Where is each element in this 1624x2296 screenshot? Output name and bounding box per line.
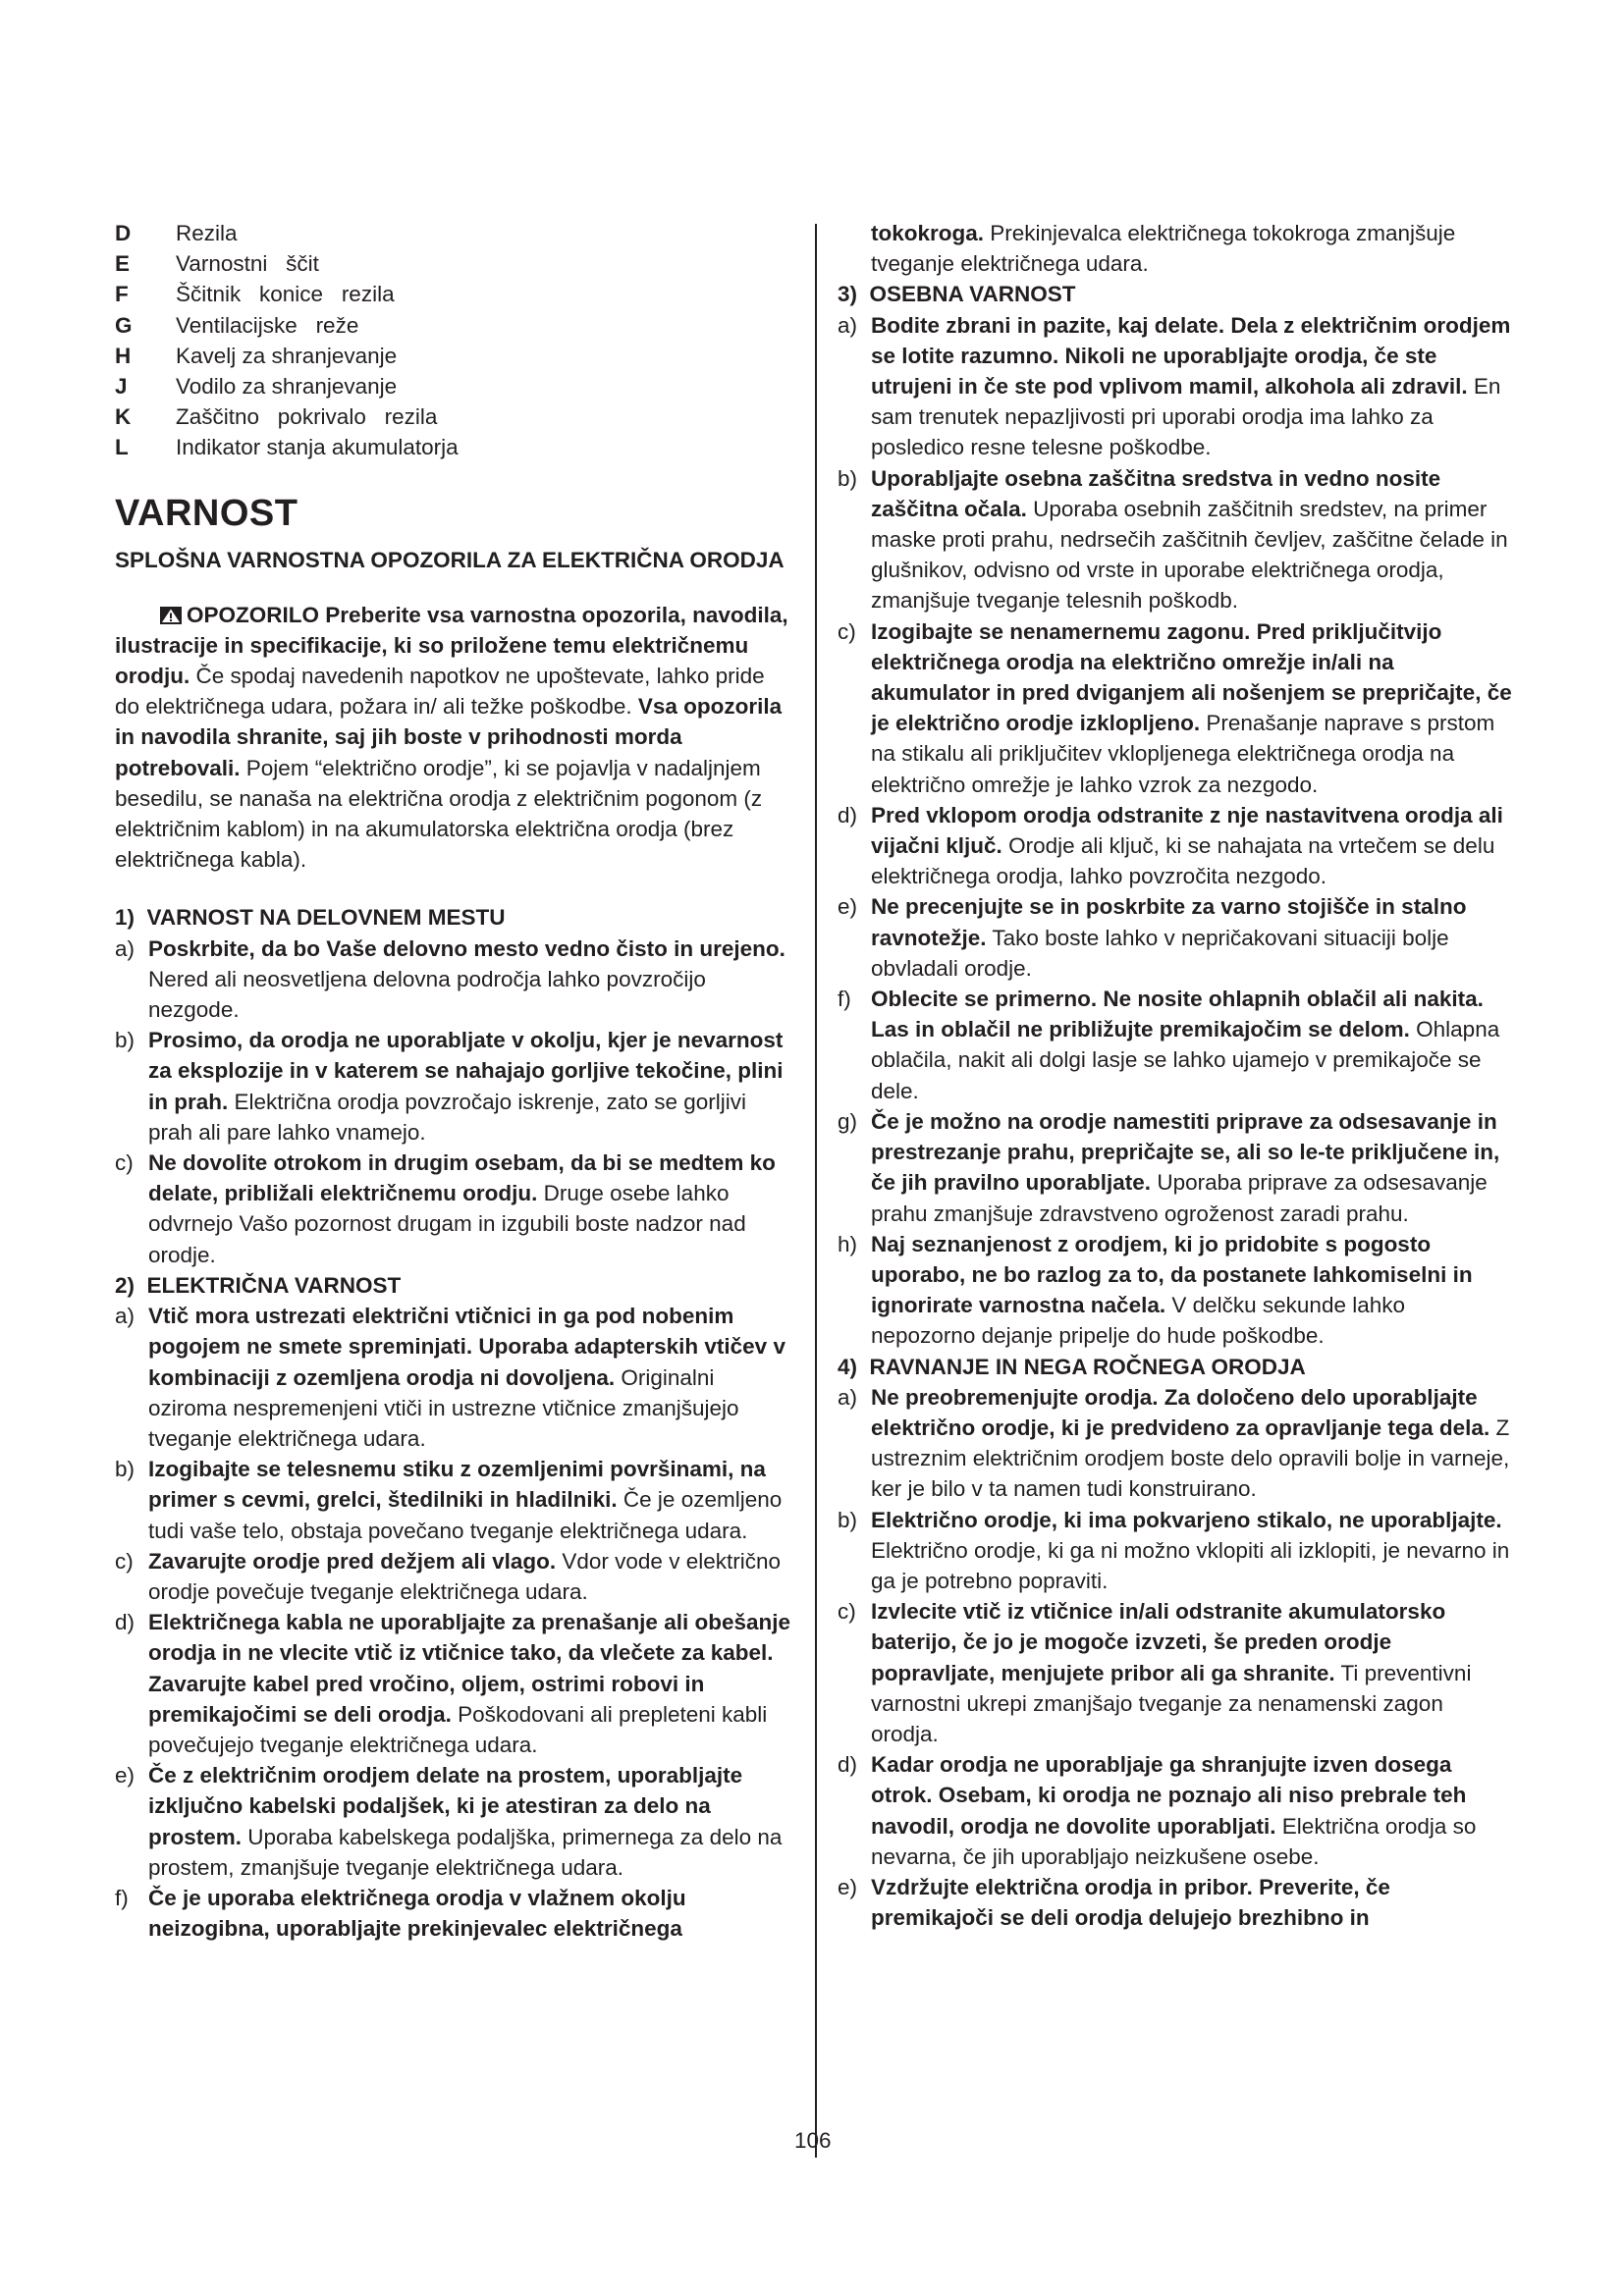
item-lead: Bodite zbrani in pazite, kaj delate. Dela z električnim orodjem se lotite razumno. Nikoli ne uporabljajte orodja, če ste utrujeni in če ste pod vplivom mamil, alkohola ali zdravil. [871, 312, 1511, 400]
item-lead: Če je možno na orodje namestiti priprave za odsesavanje in prestrezanje prahu, prepričajte se, ali so le-te priključene in, če jih pravilno uporabljate. [871, 1108, 1500, 1196]
legend-key: J [115, 374, 128, 400]
legend-key: H [115, 343, 132, 368]
list-item [838, 984, 1515, 1106]
item-lead: Prosimo, da orodja ne uporabljate v okolju, kjer je nevarnost za eksplozije in v katerem se nahajajo gorljive tekočine, plini in prah. [148, 1028, 784, 1114]
legend-item [115, 310, 792, 341]
item-lead: Ne dovolite otrokom in drugim osebam, da bi se medtem ko delate, približali električnemu orodju. [148, 1150, 776, 1206]
item-text: Ti preventivni varnostni ukrepi zmanjšajo tveganje za nenamenski zagon orodja. [871, 1660, 1472, 1746]
list-item [115, 1454, 792, 1546]
item-lead: Ne precenjujte se in poskrbite za varno stojišče in stalno ravnotežje. [871, 894, 1467, 950]
item-text: Če je ozemljeno tudi vaše telo, obstaja povečano tveganje električnega udara. [148, 1487, 783, 1543]
section-title: VARNOST [115, 492, 298, 534]
legend-item [115, 371, 792, 401]
list-item [838, 1749, 1515, 1872]
warning-paragraph [115, 600, 792, 876]
item-letter: c) [838, 1599, 856, 1625]
item-text: Električna orodja povzročajo iskrenje, zato se gorljivi prah ali pare lahko vnamejo. [148, 1089, 747, 1145]
section-heading-work-area: 1) VARNOST NA DELOVNEM MESTU [115, 905, 506, 931]
list-item [115, 1301, 792, 1454]
item-lead: Oblecite se primerno. Ne nosite ohlapnih oblačil ali nakita. Las in oblačil ne približujte premikajočim se delom. [871, 987, 1484, 1042]
legend-label: Rezila [176, 221, 238, 245]
parts-legend [115, 218, 792, 463]
item-lead: Če je uporaba električnega orodja v vlažnem okolju neizogibna, uporabljajte prekinjevalec električnega [148, 1885, 686, 1942]
list-item [838, 310, 1515, 463]
item-lead: Izvlecite vtič iz vtičnice in/ali odstranite akumulatorsko baterijo, če jo je mogoče izvzeti, še preden orodje popravljate, menjujete pribor ali ga shranite. [871, 1599, 1446, 1685]
item-lead: Naj seznanjenost z orodjem, ki jo pridobite s pogosto uporabo, ne bo razlog za to, da postanete lahkomiselni in ignorirate varnostna načela. [871, 1231, 1473, 1318]
item-text: Tako boste lahko v nepričakovani situaciji bolje obvladali orodje. [871, 925, 1449, 981]
list-item [838, 1872, 1515, 1933]
list-item [838, 616, 1515, 800]
item-letter: f) [115, 1885, 129, 1910]
item-text: Uporaba kabelskega podaljška, primernega za delo na prostem, zmanjšuje tveganje električnega udara. [148, 1824, 783, 1880]
item-lead: Električno orodje, ki ima pokvarjeno stikalo, ne uporabljajte. [871, 1507, 1502, 1532]
list-item [838, 1596, 1515, 1749]
page-number: 106 [794, 2128, 832, 2153]
item-lead: Ne preobremenjujte orodja. Za določeno delo uporabljajte električno orodje, ki je predvideno za opravljanje tega dela. [871, 1384, 1490, 1440]
list-item [838, 463, 1515, 616]
section-subtitle: SPLOŠNA VARNOSTNA OPOZORILA ZA ELEKTRIČNA ORODJA [115, 547, 785, 572]
warning-lead: OPOZORILO Preberite vsa varnostna opozorila, navodila, ilustracije in specifikacije, ki so priložene temu električnemu orodju. [115, 602, 788, 689]
item-letter: e) [838, 894, 858, 920]
item-text: Prenašanje naprave s prstom na stikalu ali priključitev vklopljenega električnega orodja na električno omrežje je lahko vzrok za nezgodo. [871, 711, 1495, 797]
item-letter: d) [838, 802, 858, 828]
item-lead: Zavarujte orodje pred dežjem ali vlago. [148, 1548, 557, 1574]
list-item [115, 1760, 792, 1883]
column-divider [815, 224, 817, 2158]
legend-key: G [115, 312, 133, 338]
item-text: Uporaba priprave za odsesavanje prahu zmanjšuje zdravstveno ogroženost zaradi prahu. [871, 1170, 1488, 1226]
right-column [838, 218, 1515, 1933]
warning-save-instruction: Vsa opozorila in navodila shranite, saj jih boste v prihodnosti morda potrebovali. [115, 694, 783, 780]
item-lead: Vzdržujte električna orodja in pribor. Preverite, če premikajoči se deli orodja delujejo brezhibno in [871, 1874, 1390, 1931]
legend-label: Zaščitno pokrivalo rezila [176, 404, 438, 430]
legend-key: E [115, 251, 131, 277]
item-letter: c) [115, 1548, 134, 1574]
continued-text: Prekinjevalca električnega tokokroga zmanjšuje tveganje električnega udara. [871, 221, 1456, 277]
item-letter: d) [115, 1610, 135, 1635]
section-heading-personal-safety: 3) OSEBNA VARNOST [838, 282, 1076, 307]
legend-item [115, 248, 792, 279]
item-letter: a) [115, 1304, 135, 1329]
item-lead: Poskrbite, da bo Vaše delovno mesto vedno čisto in urejeno. [148, 935, 785, 961]
legend-label: Varnostni ščit [176, 251, 319, 277]
item-text: Električno orodje, ki ga ni možno vklopiti ali izklopiti, je nevarno in ga je potrebno popraviti. [871, 1537, 1510, 1593]
list-item [838, 1229, 1515, 1352]
item-text: Orodje ali ključ, ki se nahajata na vrtečem se delu električnega orodja, lahko povzročita nezgodo. [871, 833, 1495, 889]
item-lead: Električnega kabla ne uporabljajte za prenašanje ali obešanje orodja in ne vlecite vtič iz vtičnice tako, da vlečete za kabel. Zavarujte kabel pred vročino, oljem, ostrimi robovi in premikajočimi se deli orodja. [148, 1610, 791, 1727]
item-lead: Vtič mora ustrezati električni vtičnici in ga pod nobenim pogojem ne smete spreminjati. Uporaba adapterskih vtičev v kombinaciji z ozemljena orodja ni dovoljena. [148, 1304, 785, 1390]
item-letter: a) [115, 935, 135, 961]
item-lead: Izogibajte se nenamernemu zagonu. Pred priključitvijo električnega orodja na električno omrežje in/ali na akumulator in pred dviganjem ali nošenjem se prepričajte, če je električno orodje izklopljeno. [871, 618, 1512, 736]
continued-lead: tokokroga. [871, 221, 985, 245]
item-text: Druge osebe lahko odvrnejo Vašo pozornost drugam in izgubili boste nadzor nad orodje. [148, 1181, 746, 1267]
legend-item [115, 279, 792, 309]
legend-label: Ventilacijske reže [176, 312, 359, 338]
item-text: Z ustreznim električnim orodjem boste delo opravili bolje in varneje, ker je bilo v ta namen tudi konstruirano. [871, 1415, 1510, 1502]
item-letter: e) [115, 1763, 135, 1789]
item-letter: a) [838, 1384, 858, 1410]
item-letter: a) [838, 312, 858, 338]
item-lead: Kadar orodja ne uporabljaje ga shranjujte izven dosega otrok. Osebam, ki orodja ne poznajo ali niso prebrale teh navodil, orodja ne dovolite uporabljati. [871, 1752, 1467, 1839]
legend-label: Indikator stanja akumulatorja [176, 435, 459, 460]
item-letter: f) [838, 987, 851, 1012]
item-text: Električna orodja so nevarna, če jih uporabljajo neizkušene osebe. [871, 1813, 1477, 1869]
legend-key: K [115, 404, 132, 430]
list-item [838, 891, 1515, 984]
item-letter: g) [838, 1108, 858, 1134]
legend-key: D [115, 221, 132, 245]
item-text: V delčku sekunde lahko nepozorno dejanje pripelje do hude poškodbe. [871, 1293, 1406, 1349]
legend-key: L [115, 435, 129, 460]
list-item [115, 1883, 792, 1944]
list-item [115, 1607, 792, 1760]
section-heading-electrical-safety: 2) ELEKTRIČNA VARNOST [115, 1272, 402, 1298]
item-letter: b) [115, 1457, 135, 1482]
item-lead: Izogibajte se telesnemu stiku z ozemljenimi površinami, na primer s cevmi, grelci, štedilniki in hladilniki. [148, 1457, 766, 1513]
list-item [115, 1148, 792, 1270]
list-item [838, 800, 1515, 892]
continued-item [838, 218, 1515, 279]
item-text: Poškodovani ali prepleteni kabli povečujejo tveganje električnega udara. [148, 1701, 768, 1757]
item-lead: Pred vklopom orodja odstranite z nje nastavitvena orodja ali vijačni ključ. [871, 802, 1503, 859]
legend-item [115, 432, 792, 462]
item-letter: c) [115, 1150, 134, 1176]
section-heading-tool-care: 4) RAVNANJE IN NEGA ROČNEGA ORODJA [838, 1354, 1306, 1379]
item-text: Vdor vode v električno orodje povečuje tveganje električnega udara. [148, 1548, 781, 1604]
item-text: Nered ali neosvetljena delovna področja lahko povzročijo nezgode. [148, 966, 706, 1023]
list-item [838, 1382, 1515, 1505]
legend-item [115, 218, 792, 248]
item-letter: b) [838, 465, 858, 491]
legend-item [115, 341, 792, 371]
item-lead: Če z električnim orodjem delate na prostem, uporabljajte izključno kabelski podaljšek, ki je atestiran za delo na prostem. [148, 1763, 743, 1849]
item-text: Uporaba osebnih zaščitnih sredstev, na primer maske proti prahu, nedrsečih zaščitnih čevljev, zaščitne čelade in glušnikov, odvisno od vrste in uporabe električnega orodja, zmanjšuje tveganje telesnih poškodb. [871, 496, 1508, 614]
item-text: En sam trenutek nepazljivosti pri uporabi orodja ima lahko za posledico resne telesne poškodbe. [871, 374, 1501, 460]
item-text: Originalni oziroma nespremenjeni vtiči in ustrezne vtičnice zmanjšujejo tveganje električnega udara. [148, 1364, 739, 1451]
list-item [115, 934, 792, 1026]
item-lead: Uporabljajte osebna zaščitna sredstva in vedno nosite zaščitna očala. [871, 465, 1441, 521]
legend-label: Kavelj za shranjevanje [176, 343, 398, 368]
item-letter: h) [838, 1231, 858, 1256]
list-item [838, 1106, 1515, 1229]
item-letter: c) [838, 618, 856, 644]
warning-triangle-icon [137, 602, 159, 619]
item-text: Ohlapna oblačila, nakit ali dolgi lasje se lahko ujamejo v premikajoče se dele. [871, 1017, 1500, 1103]
item-letter: e) [838, 1874, 858, 1899]
list-item [115, 1546, 792, 1607]
item-letter: d) [838, 1752, 858, 1778]
warning-text: Če spodaj navedenih napotkov ne upoštevate, lahko pride do električnega udara, požara in/ ali težke poškodbe. [115, 664, 765, 720]
list-item [838, 1505, 1515, 1597]
warning-definition: Pojem “električno orodje”, ki se pojavlja v nadaljnjem besedilu, se nanaša na električna orodja z električnim pogonom (z električnim kablom) in na akumulatorska električna orodja (brez električnega kabla). [115, 755, 763, 873]
legend-item [115, 401, 792, 432]
list-item [115, 1025, 792, 1148]
legend-key: F [115, 282, 129, 307]
left-column [115, 218, 792, 1944]
item-letter: b) [115, 1028, 135, 1053]
legend-label: Ščitnik konice rezila [176, 282, 395, 307]
item-letter: b) [838, 1507, 858, 1532]
legend-label: Vodilo za shranjevanje [176, 374, 398, 400]
